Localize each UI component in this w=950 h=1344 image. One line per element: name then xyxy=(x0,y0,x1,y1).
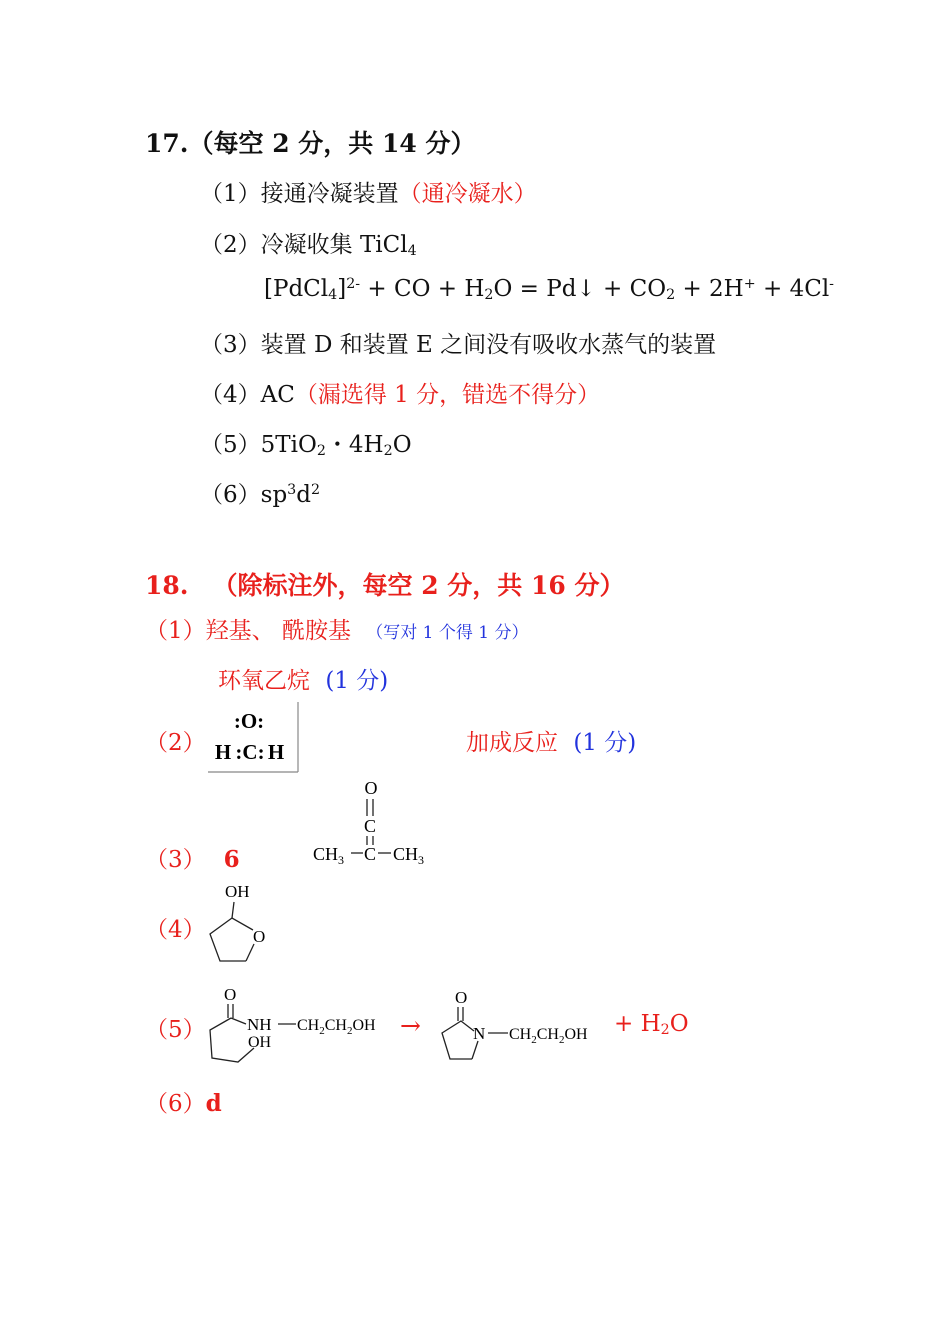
q17-a5-s1: 2 xyxy=(316,443,326,460)
eq-lhs-sub: 4 xyxy=(328,287,338,304)
product-o: O xyxy=(455,988,468,1007)
eq-mid3: + 2H xyxy=(675,276,744,302)
q18-a6-num: （6） xyxy=(145,1091,206,1117)
q17-a6-num: （6） xyxy=(200,482,261,508)
formaldehyde-lewis-structure xyxy=(206,700,300,774)
q18-answer-1b xyxy=(218,662,388,695)
q18-a5-plus-sub: 2 xyxy=(660,1022,670,1039)
q18-a1-note: （写对 1 个得 1 分） xyxy=(366,623,529,643)
q18-a4-num: （4） xyxy=(145,917,206,943)
lewis-oxygen: :O: xyxy=(233,709,265,733)
q17-answer-4 xyxy=(200,376,600,409)
eq-mid4: + 4Cl xyxy=(755,276,830,302)
q17-answer-5 xyxy=(200,426,412,459)
acetone-c-upper: C xyxy=(363,816,377,836)
reactant-o: O xyxy=(224,985,237,1004)
reactant-structure xyxy=(204,982,396,1068)
q18-heading xyxy=(145,566,625,602)
q17-a6-d: d xyxy=(296,482,311,508)
q18-answer-1 xyxy=(145,612,529,645)
q17-a6-sup2: 2 xyxy=(310,482,321,499)
q18-a2-num: （2） xyxy=(145,730,206,756)
reactant-chain: $CH_2CH_2OH$ xyxy=(297,1017,376,1037)
q17-answer-2 xyxy=(200,226,417,259)
q18-heading-num: 18. xyxy=(145,571,189,600)
lewis-carbon: :C: xyxy=(235,740,265,764)
eq-mid2: O = Pd↓ + CO xyxy=(493,276,667,302)
eq-h-charge: + xyxy=(743,276,756,293)
q17-a6-sup1: 3 xyxy=(287,482,297,499)
eq-cl-charge: - xyxy=(829,276,834,293)
q17-a6-sp: sp xyxy=(260,482,288,508)
q17-a5-t1: 5TiO xyxy=(260,432,317,458)
q17-a2-sub: 4 xyxy=(407,243,417,260)
q17-a5-s2: 2 xyxy=(383,443,393,460)
q17-a5-t2: ・4H xyxy=(325,432,384,458)
q17-a1-text: 接通冷凝装置 xyxy=(260,181,399,207)
product-chain: $CH_2CH_2OH$ xyxy=(509,1026,588,1046)
q18-a2-score: (1 分) xyxy=(573,730,637,756)
q18-a1b-text: 环氧乙烷 xyxy=(218,668,310,694)
acetone-structure xyxy=(305,772,440,872)
q17-a5-num: （5） xyxy=(200,432,261,458)
thf-oh: OH xyxy=(225,882,250,901)
thf-ring-o: O xyxy=(253,927,266,946)
eq-lhs-open: [PdCl xyxy=(264,276,329,302)
q17-heading: 17.（每空 2 分，共 14 分） xyxy=(145,129,476,158)
q18-a1b-score: (1 分) xyxy=(325,668,389,694)
q18-heading-text: （除标注外，每空 2 分，共 16 分） xyxy=(212,571,625,600)
q17-a4-text: AC xyxy=(260,382,295,408)
q17-answer-3 xyxy=(200,326,716,359)
q18-a5-plus: + H xyxy=(614,1011,661,1037)
q18-a5-num: （5） xyxy=(145,1017,206,1043)
q18-a5-plus-end: O xyxy=(669,1011,689,1037)
q17-a1-num: （1） xyxy=(200,181,261,207)
q18-a3-val: 6 xyxy=(223,846,240,873)
eq-lhs-charge: 2- xyxy=(346,276,361,293)
q18-a5-water xyxy=(614,1011,689,1038)
q17-a2-text: 冷凝收集 TiCl xyxy=(260,232,408,258)
q18-answer-3 xyxy=(145,841,240,874)
q17-a3-text: 装置 D 和装置 E 之间没有吸收水蒸气的装置 xyxy=(260,332,717,358)
q17-a5-t3: O xyxy=(392,432,412,458)
eq-mid1: + CO + H xyxy=(360,276,485,302)
q18-answer-6 xyxy=(145,1085,222,1118)
q17-answer-1 xyxy=(200,175,537,208)
reactant-nh: NH xyxy=(247,1015,272,1034)
q18-a1-text: 羟基、 酰胺基 xyxy=(205,618,351,644)
acetone-c-center: C xyxy=(363,844,377,864)
eq-co2-sub: 2 xyxy=(666,287,676,304)
q17-equation xyxy=(264,276,834,303)
q17-a1-note: （通冷凝水） xyxy=(398,181,537,207)
q18-answer-2-text xyxy=(466,724,636,757)
reaction-arrow: → xyxy=(400,1011,421,1040)
lewis-h-right: H xyxy=(267,740,285,764)
eq-h2o-sub: 2 xyxy=(484,287,494,304)
q18-a3-num: （3） xyxy=(145,847,206,873)
reactant-ring-oh: OH xyxy=(248,1034,272,1051)
q17-a2-num: （2） xyxy=(200,232,261,258)
lewis-h-left: H xyxy=(214,740,232,764)
acetone-left-methyl: $CH_3$ xyxy=(313,844,345,867)
product-structure xyxy=(436,985,614,1065)
hydroxy-thf-structure xyxy=(202,878,277,970)
q18-a6-val: d xyxy=(205,1090,222,1117)
q18-a2-text: 加成反应 xyxy=(466,730,558,756)
q17-a4-note: （漏选得 1 分，错选不得分） xyxy=(294,382,601,408)
q17-a3-num: （3） xyxy=(200,332,261,358)
acetone-right-methyl: $CH_3$ xyxy=(393,844,425,867)
q17-answer-6 xyxy=(200,476,320,509)
eq-lhs-close: ] xyxy=(337,276,347,302)
q17-a4-num: （4） xyxy=(200,382,261,408)
product-n: N xyxy=(473,1024,486,1043)
acetone-o: O xyxy=(364,778,378,798)
q18-a1-num: （1） xyxy=(145,618,206,644)
